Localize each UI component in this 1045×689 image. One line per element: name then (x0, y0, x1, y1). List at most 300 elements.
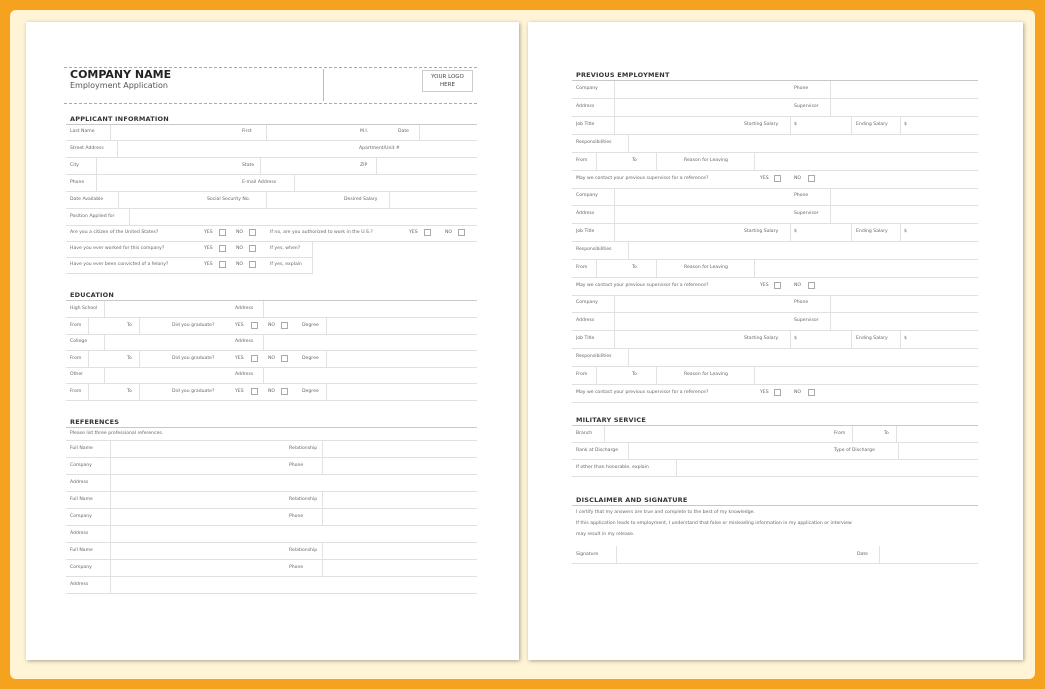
field-divider (628, 443, 629, 459)
contact-supervisor-question: May we contact your previous supervisor for a reference? (576, 390, 709, 395)
employer-supervisor-label: Supervisor (794, 211, 819, 216)
row-line (572, 348, 978, 349)
no-label: NO (268, 389, 276, 394)
row-line (66, 241, 477, 242)
field-divider (326, 384, 327, 400)
yes-label: YES (204, 262, 213, 267)
field-divider (616, 546, 617, 563)
contact-yes-checkbox[interactable] (774, 389, 781, 396)
row-line (572, 476, 978, 477)
field-divider (110, 125, 111, 140)
field-divider (879, 546, 880, 563)
to-label: To (127, 356, 132, 361)
felony-question: Have you ever been convicted of a felony? (70, 262, 169, 267)
field-divider (790, 117, 791, 134)
reference-relationship-label: Relationship (289, 446, 318, 451)
ending-salary-label: Ending Salary (856, 122, 888, 127)
field-divider (110, 441, 111, 457)
rank-label: Rank at Discharge (576, 448, 619, 453)
first-name-label: First (242, 129, 252, 134)
currency-label: $ (794, 229, 797, 234)
row-line (572, 116, 978, 117)
logo-placeholder: YOUR LOGO HERE (422, 70, 473, 92)
field-divider (104, 335, 105, 350)
row-line (66, 174, 477, 175)
graduate-label: Did you graduate? (172, 323, 215, 328)
employer-company-label: Company (576, 300, 598, 305)
field-divider (628, 242, 629, 259)
row-line (66, 273, 313, 274)
contact-supervisor-question: May we contact your previous supervisor for a reference? (576, 176, 709, 181)
form-subtitle: Employment Application (70, 81, 168, 90)
row-line (572, 277, 978, 278)
row-line (66, 350, 477, 351)
field-divider (139, 351, 140, 367)
field-divider (110, 492, 111, 508)
employer-to-label: To (632, 265, 637, 270)
citizen-no-checkbox[interactable] (249, 229, 256, 236)
reference-address-label: Address (70, 582, 89, 587)
field-divider (110, 475, 111, 491)
row-line (66, 593, 477, 594)
contact-no-checkbox[interactable] (808, 282, 815, 289)
row-line (66, 491, 477, 492)
reason-leaving-label: Reason for Leaving (684, 265, 728, 270)
field-divider (852, 426, 853, 442)
field-divider (110, 526, 111, 542)
section-rule (572, 425, 978, 426)
starting-salary-label: Starting Salary (744, 336, 779, 341)
reason-leaving-label: Reason for Leaving (684, 158, 728, 163)
field-divider (830, 99, 831, 116)
from-label: From (70, 389, 82, 394)
reason-leaving-label: Reason for Leaving (684, 372, 728, 377)
field-divider (88, 351, 89, 367)
yes-label: YES (760, 283, 769, 288)
other-graduate-yes-checkbox[interactable] (251, 388, 258, 395)
worked-no-checkbox[interactable] (249, 245, 256, 252)
field-divider (110, 577, 111, 593)
yes-label: YES (204, 230, 213, 235)
yes-label: YES (235, 389, 244, 394)
field-divider (110, 509, 111, 525)
row-line (66, 440, 477, 441)
reference-company-label: Company (70, 514, 92, 519)
graduate-label: Did you graduate? (172, 356, 215, 361)
citizen-yes-checkbox[interactable] (219, 229, 226, 236)
reference-full-name-label: Full Name (70, 446, 93, 451)
military-from-label: From (834, 431, 846, 436)
reference-relationship-label: Relationship (289, 548, 318, 553)
field-divider (322, 441, 323, 457)
field-divider (263, 335, 264, 350)
disclaimer-date-label: Date (857, 552, 868, 557)
field-divider (614, 295, 615, 312)
row-line (572, 366, 978, 367)
field-divider (104, 301, 105, 317)
field-divider (139, 318, 140, 334)
field-divider (260, 158, 261, 174)
zip-label: ZIP (360, 163, 368, 168)
reference-address-label: Address (70, 531, 89, 536)
row-line (66, 367, 477, 368)
field-divider (312, 242, 313, 273)
employer-job-title-label: Job Title (576, 336, 595, 341)
worked-question: Have you ever worked for this company? (70, 246, 165, 251)
field-divider (88, 384, 89, 400)
field-divider (322, 458, 323, 474)
field-divider (419, 125, 420, 140)
responsibilities-label: Responsibilities (576, 247, 612, 252)
discharge-type-label: Type of Discharge (834, 448, 875, 453)
field-divider (628, 349, 629, 366)
field-divider (614, 117, 615, 134)
responsibilities-label: Responsibilities (576, 354, 612, 359)
row-line (572, 312, 978, 313)
field-divider (676, 460, 677, 476)
field-divider (900, 331, 901, 348)
no-label: NO (794, 390, 802, 395)
field-divider (754, 260, 755, 277)
references-intro: Please list three professional references. (70, 431, 164, 436)
responsibilities-label: Responsibilities (576, 140, 612, 145)
employer-phone-label: Phone (794, 193, 809, 198)
contact-supervisor-question: May we contact your previous supervisor for a reference? (576, 283, 709, 288)
from-label: From (70, 356, 82, 361)
field-divider (614, 313, 615, 330)
contact-no-checkbox[interactable] (808, 175, 815, 182)
currency-label: $ (904, 229, 907, 234)
field-divider (294, 175, 295, 191)
city-label: City (70, 163, 80, 168)
mi-label: M.I. (360, 129, 369, 134)
section-rule (572, 505, 978, 506)
field-divider (656, 260, 657, 277)
row-line (66, 157, 477, 158)
employer-from-label: From (576, 372, 588, 377)
field-divider (326, 351, 327, 367)
field-divider (596, 367, 597, 384)
employer-supervisor-label: Supervisor (794, 104, 819, 109)
ending-salary-label: Ending Salary (856, 229, 888, 234)
signature-label: Signature (576, 552, 599, 557)
field-divider (110, 543, 111, 559)
field-divider (596, 260, 597, 277)
row-line (66, 208, 477, 209)
disclaimer-line-2: If this application leads to employment, I understand that false or misleading information in my application or interview (576, 521, 852, 526)
address-label: Address (235, 372, 254, 377)
no-label: NO (268, 356, 276, 361)
row-line (66, 334, 477, 335)
row-line (572, 459, 978, 460)
to-label: To (127, 323, 132, 328)
date-label: Date (398, 129, 409, 134)
yes-label: YES (235, 356, 244, 361)
field-divider (596, 153, 597, 170)
yes-label: YES (760, 390, 769, 395)
ending-salary-label: Ending Salary (856, 336, 888, 341)
field-divider (830, 81, 831, 98)
field-divider (830, 295, 831, 312)
employer-to-label: To (632, 158, 637, 163)
employer-supervisor-label: Supervisor (794, 318, 819, 323)
field-divider (830, 206, 831, 223)
reference-phone-label: Phone (289, 514, 304, 519)
currency-label: $ (904, 122, 907, 127)
field-divider (830, 313, 831, 330)
ssn-label: Social Security No. (207, 197, 251, 202)
employer-to-label: To (632, 372, 637, 377)
section-title-references: REFERENCES (70, 418, 120, 426)
currency-label: $ (794, 122, 797, 127)
field-divider (656, 153, 657, 170)
degree-label: Degree (302, 323, 319, 328)
section-rule (572, 80, 978, 81)
field-divider (900, 117, 901, 134)
field-divider (376, 158, 377, 174)
no-label: NO (236, 262, 244, 267)
military-to-label: To (884, 431, 889, 436)
apartment-label: Apartment/Unit # (359, 146, 400, 151)
branch-label: Branch (576, 431, 593, 436)
other-label: Other (70, 372, 84, 377)
company-name: COMPANY NAME (70, 68, 172, 81)
row-line (66, 576, 477, 577)
employer-phone-label: Phone (794, 86, 809, 91)
page-one (26, 22, 519, 660)
field-divider (129, 209, 130, 225)
street-address-label: Street Address (70, 146, 104, 151)
row-line (572, 402, 978, 403)
explain-label: If other than honorable, explain (576, 465, 649, 470)
row-line (572, 241, 978, 242)
row-line (66, 559, 477, 560)
reference-address-label: Address (70, 480, 89, 485)
field-divider (898, 443, 899, 459)
row-line (66, 317, 477, 318)
college-graduate-yes-checkbox[interactable] (251, 355, 258, 362)
section-title-education: EDUCATION (70, 291, 115, 299)
row-line (572, 563, 978, 564)
section-rule (66, 427, 477, 428)
row-line (66, 191, 477, 192)
yes-label: YES (409, 230, 418, 235)
row-line (572, 259, 978, 260)
field-divider (110, 560, 111, 576)
no-label: NO (236, 230, 244, 235)
yes-label: YES (204, 246, 213, 251)
degree-label: Degree (302, 389, 319, 394)
no-label: NO (268, 323, 276, 328)
citizen-question: Are you a citizen of the United States? (70, 230, 159, 235)
field-divider (96, 158, 97, 174)
contact-yes-checkbox[interactable] (774, 175, 781, 182)
field-divider (104, 368, 105, 383)
desired-salary-label: Desired Salary (344, 197, 378, 202)
row-line (66, 474, 477, 475)
field-divider (830, 188, 831, 205)
date-available-label: Date Available (70, 197, 104, 202)
section-title-previous-employment: PREVIOUS EMPLOYMENT (576, 71, 670, 79)
field-divider (266, 125, 267, 140)
college-graduate-no-checkbox[interactable] (281, 355, 288, 362)
high-school-label: High School (70, 306, 98, 311)
field-divider (322, 492, 323, 508)
field-divider (790, 331, 791, 348)
field-divider (266, 192, 267, 208)
currency-label: $ (904, 336, 907, 341)
section-title-applicant: APPLICANT INFORMATION (70, 115, 169, 123)
authorized-question: If no, are you authorized to work in the U.S.? (270, 230, 373, 235)
last-name-label: Last Name (70, 129, 95, 134)
employer-job-title-label: Job Title (576, 122, 595, 127)
currency-label: $ (794, 336, 797, 341)
row-line (572, 98, 978, 99)
reference-relationship-label: Relationship (289, 497, 318, 502)
employer-job-title-label: Job Title (576, 229, 595, 234)
field-divider (900, 224, 901, 241)
field-divider (851, 331, 852, 348)
field-divider (754, 153, 755, 170)
graduate-label: Did you graduate? (172, 389, 215, 394)
employer-address-label: Address (576, 211, 595, 216)
employer-phone-label: Phone (794, 300, 809, 305)
field-divider (322, 560, 323, 576)
hs-graduate-yes-checkbox[interactable] (251, 322, 258, 329)
contact-no-checkbox[interactable] (808, 389, 815, 396)
field-divider (628, 135, 629, 152)
section-title-disclaimer: DISCLAIMER AND SIGNATURE (576, 496, 688, 504)
phone-label: Phone (70, 180, 85, 185)
row-line (572, 188, 978, 189)
row-line (66, 525, 477, 526)
field-divider (263, 301, 264, 317)
reference-full-name-label: Full Name (70, 497, 93, 502)
yes-label: YES (235, 323, 244, 328)
field-divider (96, 175, 97, 191)
no-label: NO (236, 246, 244, 251)
row-line (66, 542, 477, 543)
hs-graduate-no-checkbox[interactable] (281, 322, 288, 329)
field-divider (118, 192, 119, 208)
field-divider (851, 224, 852, 241)
field-divider (139, 384, 140, 400)
field-divider (604, 426, 605, 442)
authorized-no-checkbox[interactable] (458, 229, 465, 236)
authorized-yes-checkbox[interactable] (424, 229, 431, 236)
row-line (572, 205, 978, 206)
field-divider (326, 318, 327, 334)
field-divider (322, 543, 323, 559)
field-divider (614, 188, 615, 205)
field-divider (117, 141, 118, 157)
reference-full-name-label: Full Name (70, 548, 93, 553)
field-divider (790, 224, 791, 241)
field-divider (614, 206, 615, 223)
row-line (66, 225, 477, 226)
field-divider (656, 367, 657, 384)
field-divider (263, 368, 264, 383)
worked-yes-checkbox[interactable] (219, 245, 226, 252)
reference-phone-label: Phone (289, 463, 304, 468)
row-line (572, 295, 978, 296)
employer-from-label: From (576, 265, 588, 270)
row-line (66, 457, 477, 458)
felony-yes-checkbox[interactable] (219, 261, 226, 268)
address-label: Address (235, 306, 254, 311)
field-divider (614, 331, 615, 348)
field-divider (88, 318, 89, 334)
field-divider (896, 426, 897, 442)
employer-from-label: From (576, 158, 588, 163)
reference-company-label: Company (70, 463, 92, 468)
row-line (572, 170, 978, 171)
section-title-military: MILITARY SERVICE (576, 416, 647, 424)
if-yes-explain-label: If yes, explain (270, 262, 302, 267)
row-line (572, 330, 978, 331)
field-divider (389, 192, 390, 208)
field-divider (614, 224, 615, 241)
to-label: To (127, 389, 132, 394)
field-divider (614, 99, 615, 116)
row-line (572, 384, 978, 385)
row-line (66, 140, 477, 141)
disclaimer-line-3: may result in my release. (576, 532, 635, 537)
contact-yes-checkbox[interactable] (774, 282, 781, 289)
row-line (66, 508, 477, 509)
position-label: Position Applied for (70, 214, 115, 219)
field-divider (110, 458, 111, 474)
employer-company-label: Company (576, 86, 598, 91)
section-rule (66, 124, 477, 125)
from-label: From (70, 323, 82, 328)
page-two (528, 22, 1023, 660)
other-graduate-no-checkbox[interactable] (281, 388, 288, 395)
row-line (66, 383, 477, 384)
yes-label: YES (760, 176, 769, 181)
address-label: Address (235, 339, 254, 344)
disclaimer-line-1: I certify that my answers are true and complete to the best of my knowledge. (576, 510, 755, 515)
email-label: E-mail Address (242, 180, 277, 185)
employer-address-label: Address (576, 318, 595, 323)
starting-salary-label: Starting Salary (744, 122, 779, 127)
field-divider (754, 367, 755, 384)
felony-no-checkbox[interactable] (249, 261, 256, 268)
employer-address-label: Address (576, 104, 595, 109)
row-line (572, 134, 978, 135)
starting-salary-label: Starting Salary (744, 229, 779, 234)
row-line (66, 400, 477, 401)
field-divider (614, 81, 615, 98)
row-line (572, 152, 978, 153)
section-rule (66, 300, 477, 301)
row-line (572, 223, 978, 224)
row-line (572, 442, 978, 443)
no-label: NO (445, 230, 453, 235)
reference-company-label: Company (70, 565, 92, 570)
reference-phone-label: Phone (289, 565, 304, 570)
degree-label: Degree (302, 356, 319, 361)
college-label: College (70, 339, 88, 344)
row-line (66, 257, 313, 258)
no-label: NO (794, 283, 802, 288)
header-divider (323, 69, 324, 101)
if-yes-when-label: If yes, when? (270, 246, 301, 251)
employer-company-label: Company (576, 193, 598, 198)
field-divider (322, 509, 323, 525)
no-label: NO (794, 176, 802, 181)
state-label: State (242, 163, 255, 168)
